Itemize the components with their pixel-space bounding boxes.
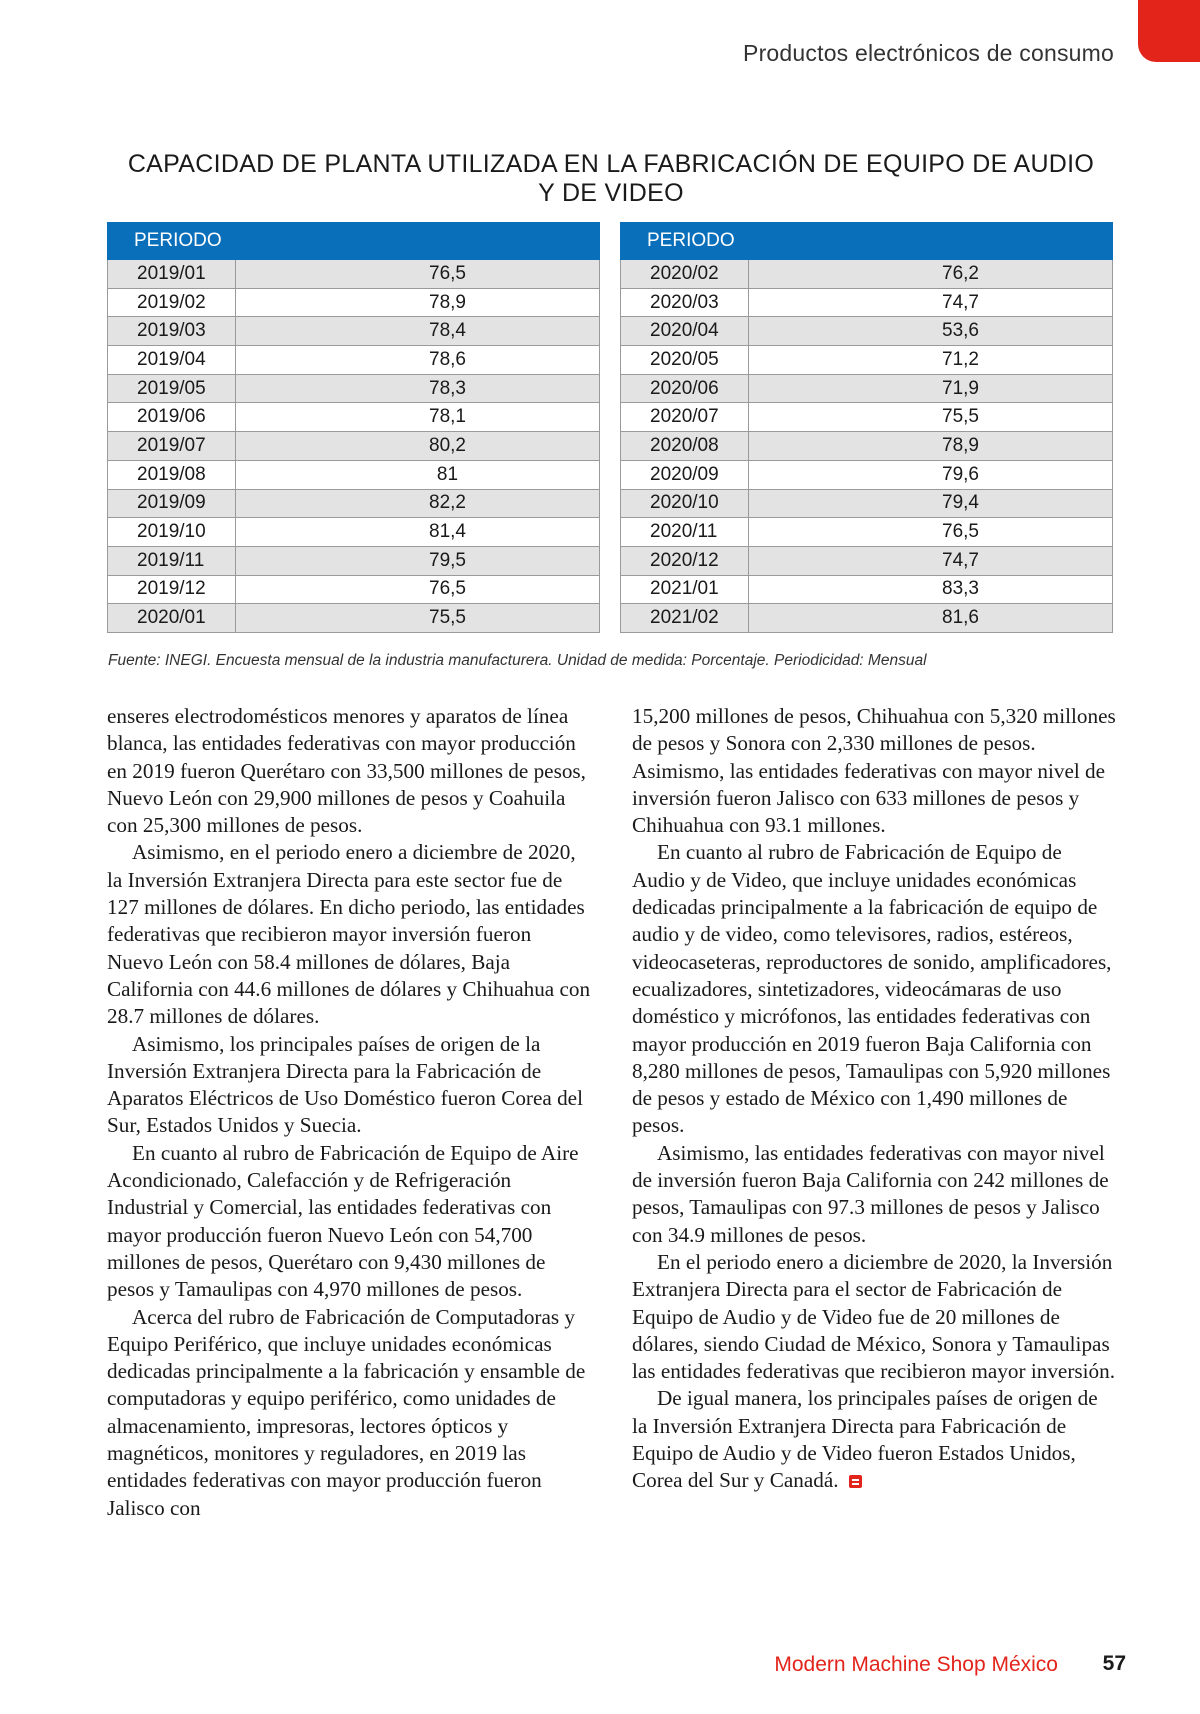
capacity-value-cell: 71,2 — [749, 346, 1113, 375]
capacity-value-cell: 81,6 — [749, 604, 1113, 633]
capacity-value-cell: 79,5 — [236, 546, 600, 575]
capacity-value-cell: 75,5 — [749, 403, 1113, 432]
table-body — [108, 260, 600, 633]
article-paragraph — [632, 1385, 1116, 1494]
period-cell: 2019/06 — [108, 403, 236, 432]
table-row — [108, 460, 600, 489]
table-header-row — [621, 223, 1113, 260]
table-row — [621, 575, 1113, 604]
capacity-value-cell: 53,6 — [749, 317, 1113, 346]
paragraph-text: En cuanto al rubro de Fabricación de Equipo de Aire Acondicionado, Calefacción y de Refrigeración Industrial y Comercial, las entidades federativas con mayor producción fueron Nuevo León con 54,700 millones de pesos, Querétaro con 9,430 millones de pesos y Tamaulipas con 4,970 millones de pesos. — [107, 1140, 579, 1302]
table-row — [108, 546, 600, 575]
capacity-value-cell: 71,9 — [749, 374, 1113, 403]
capacity-value-cell: 76,2 — [749, 260, 1113, 289]
corner-accent-tab — [1138, 0, 1200, 62]
paragraph-text: enseres electrodomésticos menores y aparatos de línea blanca, las entidades federativas con mayor producción en 2019 fueron Querétaro con 33,500 millones de pesos, Nuevo León con 29,900 millones de pesos y Coahuila con 25,300 millones de pesos. — [107, 704, 586, 838]
period-cell: 2019/11 — [108, 546, 236, 575]
period-cell: 2019/07 — [108, 432, 236, 461]
paragraph-text: Asimismo, en el periodo enero a diciembre de 2020, la Inversión Extranjera Directa para este sector fue de 127 millones de dólares. En dicho periodo, las entidades federativas que recibieron mayor inversión fueron Nuevo León con 58.4 millones de dólares, Baja California con 44.6 millones de dólares y Chihuahua con 28.7 millones de dólares. — [107, 840, 591, 1029]
paragraph-text: En cuanto al rubro de Fabricación de Equipo de Audio y de Video, que incluye unidades económicas dedicadas principalmente a la fabricación de equipo de audio y de video, como televisores, radios, estéreos, videocaseteras, reproductores de sonido, amplificadores, ecualizadores, sintetizadores, videocámaras de uso doméstico y micrófonos, las entidades federativas con mayor producción en 2019 fueron Baja California con 8,280 millones de pesos, Tamaulipas con 5,920 millones de pesos y estado de México con 1,490 millones de pesos. — [632, 840, 1112, 1138]
period-cell: 2020/08 — [621, 432, 749, 461]
period-cell: 2019/08 — [108, 460, 236, 489]
period-cell: 2020/02 — [621, 260, 749, 289]
capacity-value-cell: 78,4 — [236, 317, 600, 346]
table-row — [108, 346, 600, 375]
article-column-left — [107, 703, 591, 1522]
value-column-header — [236, 223, 600, 260]
capacity-value-cell: 79,4 — [749, 489, 1113, 518]
table-row — [108, 374, 600, 403]
period-cell: 2020/12 — [621, 546, 749, 575]
table-row — [108, 288, 600, 317]
capacity-value-cell: 83,3 — [749, 575, 1113, 604]
period-cell: 2020/07 — [621, 403, 749, 432]
table-row — [621, 460, 1113, 489]
article-paragraph — [107, 1031, 591, 1140]
capacity-value-cell: 75,5 — [236, 604, 600, 633]
capacity-value-cell: 78,9 — [236, 288, 600, 317]
capacity-value-cell: 78,3 — [236, 374, 600, 403]
capacity-value-cell: 81,4 — [236, 518, 600, 547]
paragraph-text: 15,200 millones de pesos, Chihuahua con 5,320 millones de pesos y Sonora con 2,330 millones de pesos. Asimismo, las entidades federativas con mayor nivel de inversión fueron Jalisco con 633 millones de pesos y Chihuahua con 93.1 millones. — [632, 704, 1116, 838]
period-cell: 2019/12 — [108, 575, 236, 604]
period-cell: 2019/02 — [108, 288, 236, 317]
period-cell: 2019/01 — [108, 260, 236, 289]
table-title-line-2: Y DE VIDEO — [538, 179, 684, 207]
page-number: 57 — [1102, 1652, 1126, 1675]
table-row — [621, 432, 1113, 461]
period-cell: 2020/01 — [108, 604, 236, 633]
period-cell: 2019/05 — [108, 374, 236, 403]
capacity-value-cell: 82,2 — [236, 489, 600, 518]
capacity-value-cell: 78,1 — [236, 403, 600, 432]
article-paragraph — [107, 1140, 591, 1304]
table-row — [621, 317, 1113, 346]
capacity-value-cell: 80,2 — [236, 432, 600, 461]
period-cell: 2019/10 — [108, 518, 236, 547]
period-cell: 2020/05 — [621, 346, 749, 375]
paragraph-text: De igual manera, los principales países de origen de la Inversión Extranjera Directa para Fabricación de Equipo de Audio y de Video fueron Estados Unidos, Corea del Sur y Canadá. — [632, 1386, 1098, 1493]
capacity-value-cell: 78,9 — [749, 432, 1113, 461]
article-paragraph — [632, 703, 1116, 839]
capacity-value-cell: 78,6 — [236, 346, 600, 375]
table-row — [108, 604, 600, 633]
capacity-value-cell: 76,5 — [236, 575, 600, 604]
table-title — [108, 150, 1114, 208]
article-paragraph — [107, 1304, 591, 1522]
section-title: Productos electrónicos de consumo — [743, 40, 1114, 66]
article-column-right — [632, 703, 1116, 1495]
capacity-value-cell: 74,7 — [749, 288, 1113, 317]
article-paragraph — [632, 1249, 1116, 1385]
table-row — [108, 403, 600, 432]
table-row — [621, 518, 1113, 547]
table-row — [621, 374, 1113, 403]
value-column-header — [749, 223, 1113, 260]
table-row — [621, 604, 1113, 633]
period-cell: 2019/04 — [108, 346, 236, 375]
article-paragraph — [632, 1140, 1116, 1249]
capacity-value-cell: 74,7 — [749, 546, 1113, 575]
table-row — [621, 489, 1113, 518]
table-row — [108, 432, 600, 461]
table-row — [621, 260, 1113, 289]
table-row — [108, 489, 600, 518]
table-row — [621, 403, 1113, 432]
period-column-header: PERIODO — [108, 223, 236, 260]
table-source-note: Fuente: INEGI. Encuesta mensual de la industria manufacturera. Unidad de medida: Porcentaje. Periodicidad: Mensual — [108, 652, 927, 669]
article-paragraph — [107, 703, 591, 839]
period-cell: 2020/06 — [621, 374, 749, 403]
table-body — [621, 260, 1113, 633]
period-cell: 2020/04 — [621, 317, 749, 346]
magazine-name: Modern Machine Shop México — [774, 1653, 1058, 1676]
period-column-header: PERIODO — [621, 223, 749, 260]
table-row — [621, 346, 1113, 375]
table-header-row — [108, 223, 600, 260]
article-paragraph — [107, 839, 591, 1030]
table-row — [108, 575, 600, 604]
period-cell: 2021/02 — [621, 604, 749, 633]
period-cell: 2021/01 — [621, 575, 749, 604]
capacity-value-cell: 76,5 — [236, 260, 600, 289]
capacity-table-left — [107, 222, 600, 633]
period-cell: 2019/09 — [108, 489, 236, 518]
period-cell: 2020/11 — [621, 518, 749, 547]
paragraph-text: Acerca del rubro de Fabricación de Computadoras y Equipo Periférico, que incluye unidades económicas dedicadas principalmente a la fabricación y ensamble de computadoras y equipo periférico, como unidades de almacenamiento, impresoras, lectores ópticos y magnéticos, monitores y reguladores, en 2019 las entidades federativas con mayor producción fueron Jalisco con — [107, 1304, 586, 1520]
paragraph-text: Asimismo, los principales países de origen de la Inversión Extranjera Directa para la Fabricación de Aparatos Eléctricos de Uso Doméstico fueron Corea del Sur, Estados Unidos y Suecia. — [107, 1031, 583, 1138]
table-row — [108, 518, 600, 547]
end-of-article-icon — [849, 1475, 862, 1488]
capacity-value-cell: 81 — [236, 460, 600, 489]
period-cell: 2020/03 — [621, 288, 749, 317]
period-cell: 2020/10 — [621, 489, 749, 518]
paragraph-text: En el periodo enero a diciembre de 2020, la Inversión Extranjera Directa para el sector de Fabricación de Equipo de Audio y de Video fue de 20 millones de dólares, siendo Ciudad de México, Sonora y Tamaulipas las entidades federativas que recibieron mayor inversión. — [632, 1249, 1116, 1384]
capacity-table-right — [620, 222, 1113, 633]
capacity-value-cell: 79,6 — [749, 460, 1113, 489]
table-row — [108, 317, 600, 346]
period-cell: 2019/03 — [108, 317, 236, 346]
capacity-value-cell: 76,5 — [749, 518, 1113, 547]
table-row — [621, 288, 1113, 317]
table-title-line-1: CAPACIDAD DE PLANTA UTILIZADA EN LA FABRICACIÓN DE EQUIPO DE AUDIO — [127, 150, 1095, 178]
period-cell: 2020/09 — [621, 460, 749, 489]
paragraph-text: Asimismo, las entidades federativas con mayor nivel de inversión fueron Baja California con 242 millones de pesos, Tamaulipas con 97.3 millones de pesos y Jalisco con 34.9 millones de pesos. — [632, 1140, 1109, 1247]
table-row — [108, 260, 600, 289]
table-row — [621, 546, 1113, 575]
article-paragraph — [632, 839, 1116, 1139]
